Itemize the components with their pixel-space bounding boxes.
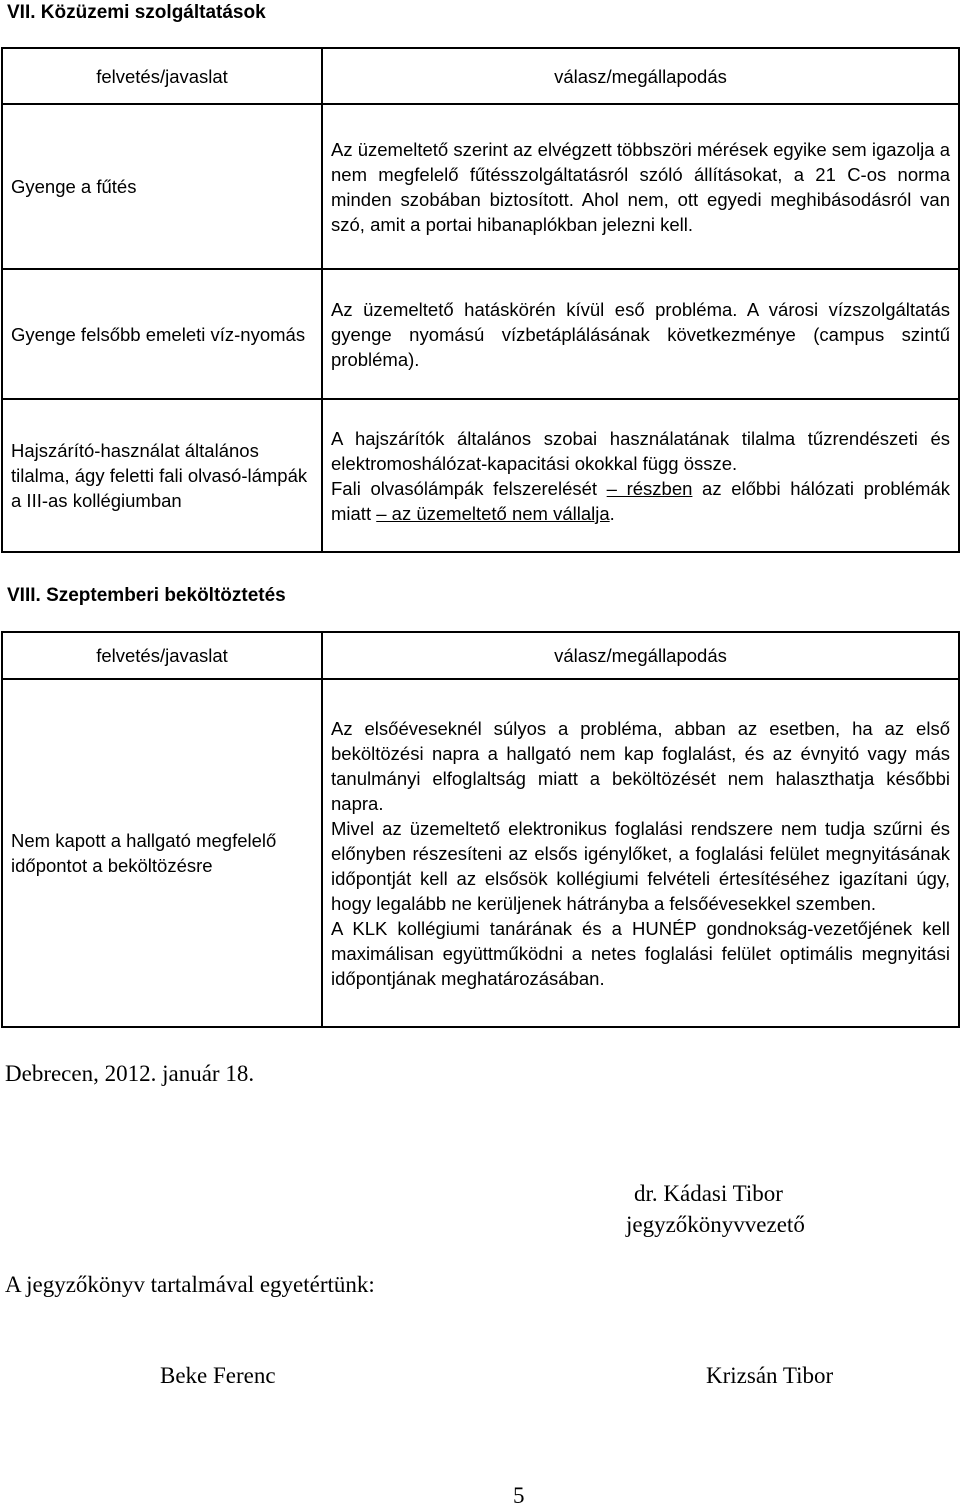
table-row <box>2 269 959 399</box>
text-segment: az előbbi hálózati problémák miatt <box>331 477 950 524</box>
text-segment: Fali olvasólámpák felszerelését <box>331 477 607 499</box>
response-paragraph: A KLK kollégiumi tanárának és a HUNÉP gondnokság-vezetőjének kell maximálisan együttműködni a netes foglalási felület optimális megnyitási időpontjának meghatározásában. <box>331 917 950 989</box>
utilities-table <box>1 47 960 553</box>
text-segment: . <box>609 502 615 524</box>
signer-left: Beke Ferenc <box>160 1363 276 1388</box>
proposal-cell: Nem kapott a hallgató megfelelő időpontot a beköltözésre <box>2 679 322 1027</box>
table-header-row <box>2 48 959 104</box>
table-row <box>2 679 959 1027</box>
response-paragraph <box>331 476 950 526</box>
response-paragraph: A hajszárítók általános szobai használatának tilalma tűzrendészeti és elektromoshálózat-kapacitási okokkal függ össze. <box>331 427 950 474</box>
section-title-7: VII. Közüzemi szolgáltatások <box>7 2 266 23</box>
agreement-statement: A jegyzőkönyv tartalmával egyetértünk: <box>5 1272 375 1297</box>
underlined-text: – az üzemeltető nem vállalja <box>376 502 610 524</box>
signer-right: Krizsán Tibor <box>706 1363 834 1388</box>
underlined-text: – részben <box>606 477 693 499</box>
column-header-response: válasz/megállapodás <box>322 632 959 679</box>
table-row <box>2 104 959 269</box>
recorder-role: jegyzőkönyvvezető <box>626 1212 805 1237</box>
column-header-proposal: felvetés/javaslat <box>2 632 322 679</box>
proposal-cell: Gyenge a fűtés <box>2 104 322 269</box>
page-number: 5 <box>513 1483 525 1508</box>
response-paragraph: Az elsőéveseknél súlyos a probléma, abban az esetben, ha az első beköltözési napra a hallgató nem kap foglalást, és az évnyitó vagy más tanulmányi elfoglaltság miatt a beköltözését nem halaszthatja későbbi napra. <box>331 717 950 814</box>
response-cell: Az üzemeltető szerint az elvégzett többszöri mérések egyike sem igazolja a nem megfelelő fűtésszolgáltatásról szóló állításokat, a 21 C-os norma minden szobában biztosított. Ahol nem, ott egyedi meghibásodásról van szó, amit a portai hibanaplókban jelezni kell. <box>322 104 959 269</box>
response-cell <box>322 399 959 552</box>
response-cell <box>322 679 959 1027</box>
proposal-cell: Gyenge felsőbb emeleti víz-nyomás <box>2 269 322 399</box>
response-cell: Az üzemeltető hatáskörén kívül eső probléma. A városi vízszolgáltatás gyenge nyomású vízbetáplálásának következménye (campus szintű probléma). <box>322 269 959 399</box>
column-header-proposal: felvetés/javaslat <box>2 48 322 104</box>
recorder-name: dr. Kádasi Tibor <box>634 1181 783 1206</box>
table-header-row <box>2 632 959 679</box>
section-title-8: VIII. Szeptemberi beköltöztetés <box>7 585 286 606</box>
move-in-table <box>1 631 960 1028</box>
proposal-cell: Hajszárító-használat általános tilalma, ágy feletti fali olvasó-lámpák a III-as kollégiumban <box>2 399 322 552</box>
document-date: Debrecen, 2012. január 18. <box>5 1061 255 1086</box>
response-paragraph: Mivel az üzemeltető elektronikus foglalási rendszere nem tudja szűrni és előnyben részesíteni az elsős igénylőket, a foglalási felület megnyitásának időpontját kell az elsősök kollégiumi felvételi értesítéséhez igazítani úgy, hogy legalább ne kerüljenek hátrányba a felsőévesekkel szemben. <box>331 817 950 914</box>
table-row <box>2 399 959 552</box>
column-header-response: válasz/megállapodás <box>322 48 959 104</box>
